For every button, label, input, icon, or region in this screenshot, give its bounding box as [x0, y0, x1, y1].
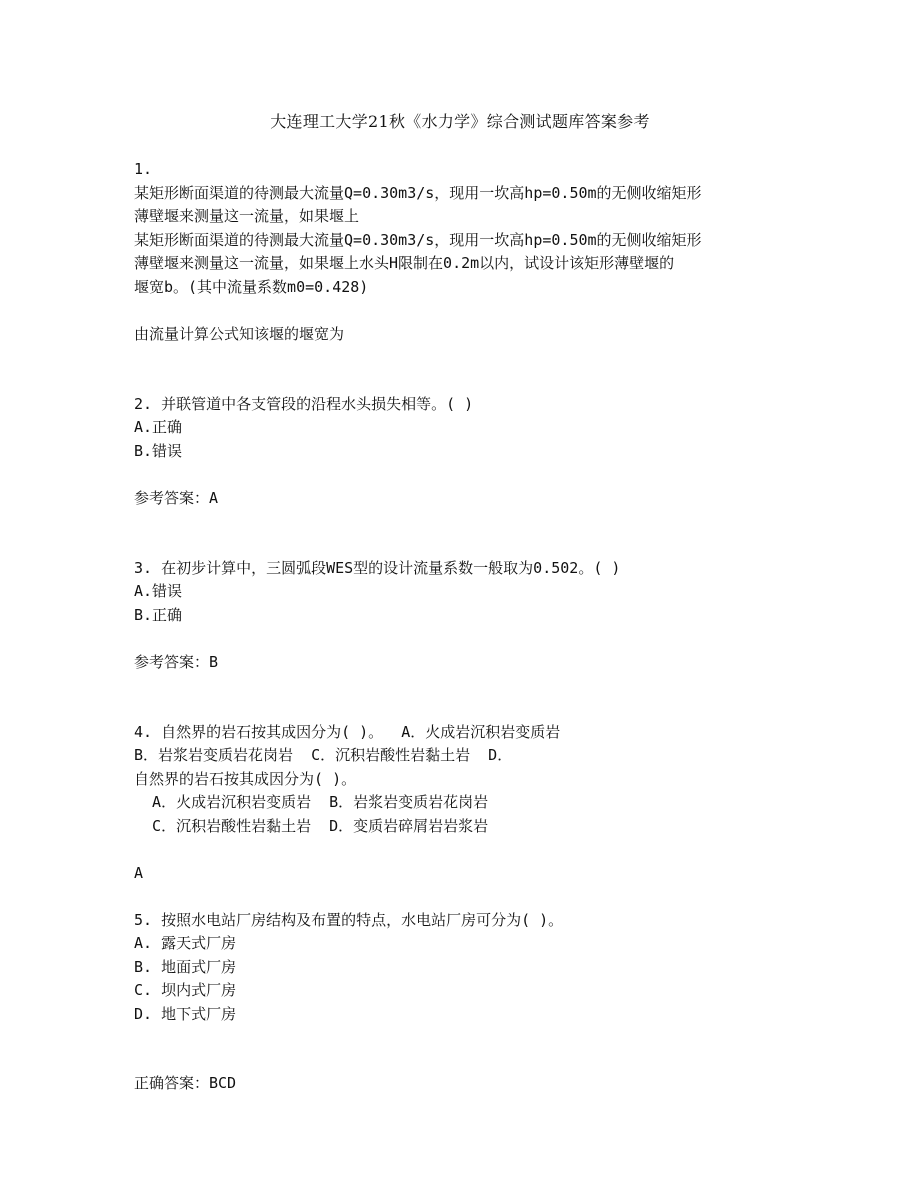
document-title: 大连理工大学21秋《水力学》综合测试题库答案参考 — [270, 112, 650, 131]
option-b: B.错误 — [134, 441, 183, 460]
answer-text: 由流量计算公式知该堰的堰宽为 — [134, 325, 345, 343]
question-stem-line: C．沉积岩酸性岩黏土岩 D．变质岩碎屑岩岩浆岩 — [134, 816, 489, 835]
question-stem: 3. 在初步计算中，三圆弧段WES型的设计流量系数一般取为0.502。( ) — [134, 558, 621, 577]
question-1 — [134, 158, 794, 347]
question-stem-line: 某矩形断面渠道的待测最大流量Q=0.30m3/s，现用一坎高hp=0.50m的无侧收缩矩形 — [134, 230, 702, 249]
document-body — [134, 158, 794, 1096]
option-c: C. 坝内式厂房 — [134, 981, 237, 999]
question-stem: 2. 并联管道中各支管段的沿程水头损失相等。( ) — [134, 394, 474, 413]
answer-text: 参考答案：B — [134, 653, 219, 671]
question-5 — [134, 909, 794, 1096]
answer-text: 参考答案：A — [134, 489, 219, 507]
question-stem-line: A．火成岩沉积岩变质岩 B．岩浆岩变质岩花岗岩 — [134, 793, 489, 811]
question-number: 1. — [134, 160, 153, 178]
question-stem-line: 某矩形断面渠道的待测最大流量Q=0.30m3/s，现用一坎高hp=0.50m的无侧收缩矩形 — [134, 183, 702, 202]
option-d: D. 地下式厂房 — [134, 1004, 237, 1023]
question-4 — [134, 721, 794, 886]
question-stem-line: 4. 自然界的岩石按其成因分为( )。 A．火成岩沉积岩变质岩 — [134, 722, 561, 741]
answer-text: A — [134, 864, 144, 882]
question-2 — [134, 393, 794, 511]
question-stem-line: 薄壁堰来测量这一流量，如果堰上 — [134, 207, 360, 225]
answer-text: 正确答案：BCD — [134, 1074, 237, 1092]
option-a: A.正确 — [134, 418, 183, 436]
question-stem-line: B．岩浆岩变质岩花岗岩 C．沉积岩酸性岩黏土岩 D． — [134, 746, 513, 764]
question-3 — [134, 557, 794, 675]
question-stem-line: 薄壁堰来测量这一流量，如果堰上水头H限制在0.2m以内，试设计该矩形薄壁堰的 — [134, 254, 675, 272]
option-a: A.错误 — [134, 582, 183, 600]
option-b: B. 地面式厂房 — [134, 957, 237, 976]
option-a: A. 露天式厂房 — [134, 934, 237, 952]
option-b: B.正确 — [134, 605, 183, 624]
question-stem-line: 堰宽b。(其中流量系数m0=0.428) — [134, 277, 369, 296]
question-stem: 5. 按照水电站厂房结构及布置的特点，水电站厂房可分为( )。 — [134, 910, 564, 929]
question-stem-line: 自然界的岩石按其成因分为( )。 — [134, 769, 357, 788]
